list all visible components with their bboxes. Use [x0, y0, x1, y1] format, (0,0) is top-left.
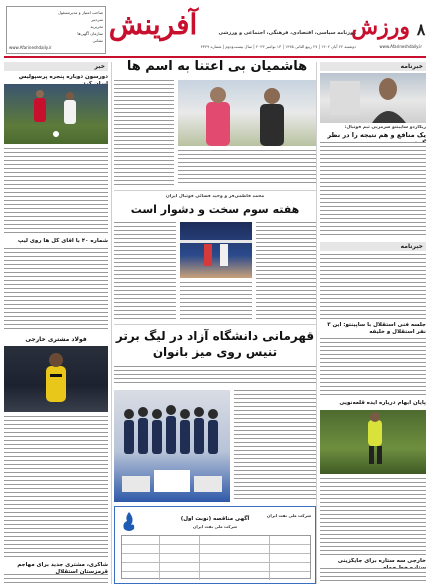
ad-title: آگهی مناقصه (نوبت اول)	[180, 516, 250, 522]
info-line: نشانی	[92, 38, 103, 43]
section-rule	[114, 190, 316, 191]
story1-body	[320, 142, 426, 238]
column-divider	[111, 62, 112, 584]
info-line: سازمان آگهی‌ها	[77, 31, 103, 36]
story3-body	[320, 478, 426, 556]
ad-table	[121, 535, 311, 579]
ad-subtitle: شرکت ملی نفت ایران	[192, 524, 238, 529]
left-column	[4, 62, 108, 584]
coach-photo	[320, 73, 426, 123]
story3-headline: فولاد مشتری خارجی	[25, 336, 87, 343]
main-headline: هاشمیان بی اعتنا به اسم ها	[126, 59, 308, 74]
newspaper-logo: آفرینش	[108, 8, 198, 41]
tennis-team-photo	[114, 390, 230, 502]
volleyball-photo	[180, 222, 252, 278]
section-rule	[114, 324, 316, 325]
info-line: تحریریه	[90, 24, 103, 29]
tennis-body-right	[234, 390, 316, 502]
section2-body	[320, 254, 426, 320]
coach-photo-figure	[320, 73, 426, 123]
bottom-headline: خارجی سه ستاره برای جایگزینی ستاره خط حمله	[337, 558, 426, 571]
feature-body-middle	[180, 282, 252, 320]
masthead-tagline: روزنامه سیاسی، اقتصادی، فرهنگی، اجتماعی و ورزشی	[218, 30, 356, 36]
ad-table-col	[159, 536, 160, 580]
story1-body	[4, 148, 108, 234]
masthead-dateline: دوشنبه ۲۲ آبان ۱۴۰۲ | ۲۷ ربیع الثانی ۱۴۴۵ | ۱۳ نوامبر ۲۰۲۳ | سال بیست‌ودوم | شماره ۴۳۴۹	[200, 44, 356, 49]
section2-label: خبرنامه	[320, 242, 426, 251]
lead-body-left	[114, 80, 174, 186]
volleyball-photo-figure	[180, 222, 252, 278]
football-action-figure	[4, 84, 108, 144]
football-action-photo	[4, 84, 108, 144]
section-label: خبرنامه	[320, 62, 426, 71]
story1-headline: دورسون دوباره پنجره پرسپولیس	[18, 74, 108, 80]
story4-body	[4, 574, 108, 584]
ad-table-col	[199, 536, 200, 580]
sport-title: ورزش	[351, 14, 410, 40]
page-number: ۸	[416, 20, 426, 39]
feature-body-right	[256, 222, 316, 320]
tennis-team-figure	[114, 390, 230, 502]
info-line: سردبیر	[91, 17, 103, 22]
story2-body	[4, 248, 108, 332]
masthead-info-box	[6, 6, 106, 54]
coaches-photo-figure	[178, 80, 316, 146]
story2-headline: شماره ۴۰ با آقای گل ها روی لیپ	[17, 238, 108, 244]
website-link[interactable]: www.Afarineshdaily.ir	[379, 44, 422, 49]
goalkeeper-photo-figure	[320, 410, 426, 474]
right-column	[320, 62, 426, 584]
story3-body	[4, 416, 108, 558]
story2-headline: جلسه فنی استقلال با ساپینتو: این ۳ نفر استقلال و خلیفه	[327, 322, 426, 335]
story1-kicker: ریکاردو ساپینتو سرمربی تیم فوتبال:	[344, 125, 426, 130]
player-photo-figure	[4, 346, 108, 412]
big-headline: قهرمانی دانشگاه آزاد در لیگ برتر تنیس روی میز بانوان	[115, 329, 315, 359]
info-line[interactable]: www.Afarineshdaily.ir	[9, 45, 52, 50]
story4-headline: شاکری، مشتری جدید برای مهاجم‌ قرمز‌ستان استقلال	[17, 562, 108, 575]
flame-icon	[119, 511, 139, 533]
story1-headline: یک منافع و هم نتیجه را در نظر گرفتیم	[327, 131, 426, 147]
section-label: خبر	[4, 62, 108, 71]
goalkeeper-photo	[320, 410, 426, 474]
column-divider	[316, 62, 317, 584]
feature-body-left	[114, 222, 176, 320]
tennis-body-top	[114, 366, 316, 386]
story2-body	[320, 338, 426, 396]
masthead	[0, 0, 430, 62]
info-line: صاحب امتیاز و مدیرمسئول	[57, 10, 103, 15]
feature-kicker: محمد فاطمی‌فر و وحید فسائی فوتبال ایران	[165, 194, 265, 199]
nioc-logo	[119, 511, 139, 533]
coaches-photo	[178, 80, 316, 146]
story3-headline: پایان ابهام درباره ایده قلعه‌نویی	[339, 400, 426, 406]
lead-body-right	[178, 150, 316, 186]
player-photo	[4, 346, 108, 412]
ad-table-col	[269, 536, 270, 580]
ad-company: شرکت ملی نفت ایران	[266, 513, 311, 518]
bottom-body	[320, 568, 426, 582]
tender-advertisement	[114, 506, 316, 584]
feature-headline: هفته سوم سخت و دشوار است	[130, 203, 300, 216]
